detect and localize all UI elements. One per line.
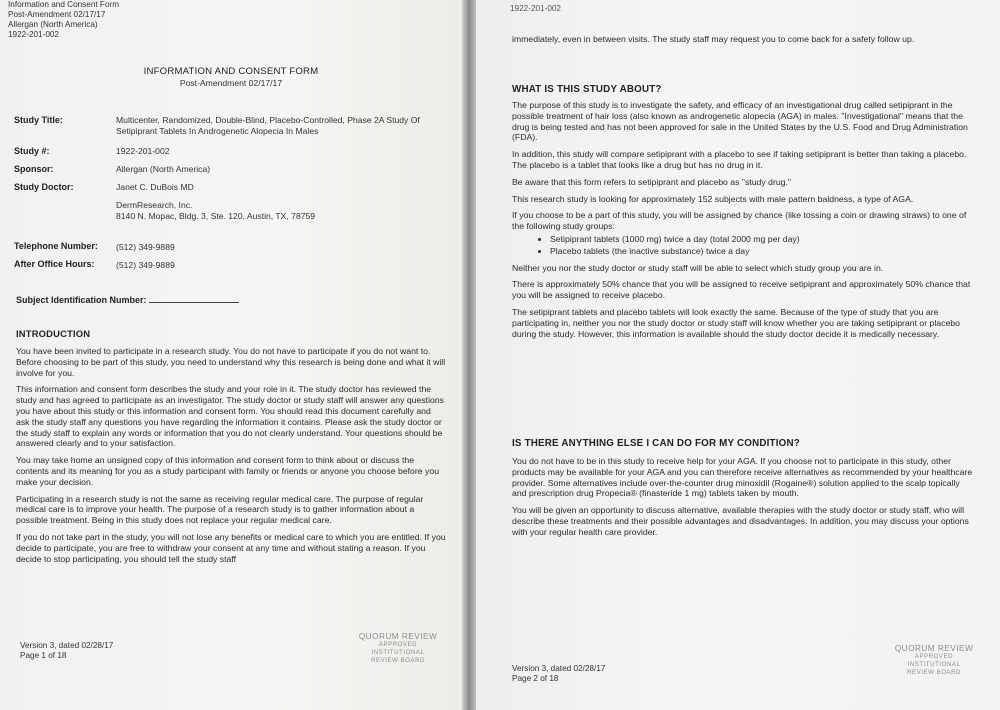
subject-id-label: Subject Identification Number: xyxy=(16,295,147,305)
telephone-value: (512) 349-9889 xyxy=(116,242,175,252)
intro-paragraph: You have been invited to participate in a research study. You do not have to participate if you do not want to. Before choosing to be part of this study, you need to understand why this research is being done and what it will involve for you. xyxy=(16,346,446,378)
form-subtitle: Post-Amendment 02/17/17 xyxy=(179,78,283,88)
group-paragraph: Neither you nor the study doctor or study staff will be able to select which study group you are in. xyxy=(512,262,884,273)
running-header-id: 1922-201-002 xyxy=(510,4,561,13)
footer-page-number: Page 1 of 18 xyxy=(20,651,67,660)
irb-approval-stamp xyxy=(884,644,984,677)
about-paragraph: If you choose to be a part of this study, you will be assigned by chance (like tossing a coin or drawing straws) to one of the following study groups: xyxy=(512,210,967,232)
sponsor-label: Sponsor: xyxy=(14,164,54,174)
stamp-line: APPROVED xyxy=(378,642,418,648)
stamp-title: QUORUM REVIEW xyxy=(358,632,438,641)
stamp-line: REVIEW BOARD xyxy=(907,670,961,676)
about-paragraph: The purpose of this study is to investigate the safety, and efficacy of an investigational drug called setipiprant in the possible treatment of hair loss (also known as androgenetic alopecia (AGA) in males. "Investigational" means that the drug is being tested and has not been approved for sale in the United States by the U.S. Food and Drug Administration (FDA). xyxy=(512,100,968,143)
page-gutter xyxy=(462,0,476,710)
study-title-label: Study Title: xyxy=(14,115,63,125)
study-group-item: • Setipiprant tablets (1000 mg) twice a day (total 2000 mg per day) xyxy=(550,234,974,245)
footer-page-number: Page 2 of 18 xyxy=(512,674,559,683)
intro-paragraph: If you do not take part in the study, you will not lose any benefits or medical care to which you are entitled. If you decide to participate, you are free to withdraw your consent at any time and without stating a reason. If you decide to stop participating, you should tell the study staff xyxy=(16,531,446,564)
form-title: INFORMATION AND CONSENT FORM xyxy=(143,66,319,77)
after-hours-label: After Office Hours: xyxy=(14,259,95,269)
about-paragraph: This research study is looking for approximately 152 subjects with male pattern baldness, a type of AGA. xyxy=(512,193,914,204)
group-paragraph: There is approximately 50% chance that you will be assigned to receive setipiprant and approximately 50% chance that you will be assigned to receive placebo. xyxy=(512,279,971,301)
study-doctor-label: Study Doctor: xyxy=(14,182,74,192)
study-number-label: Study #: xyxy=(14,146,50,156)
header-line: Information and Consent Form xyxy=(8,0,120,9)
condition-paragraph: You do not have to be in this study to receive help for your AGA. If you choose not to participate in this study, other products may be available for your AGA and you can therefore receive alternatives as recommended by your healthcare provider. Some alternatives include over-the-counter drug minoxidil (Rogaine®) solution applied to the scalp topically and prescription drug Propecia® (finasteride 1 mg) tablets taken by mouth. xyxy=(512,456,973,499)
after-hours-value: (512) 349-9889 xyxy=(116,260,175,270)
sponsor-value: Allergan (North America) xyxy=(116,164,211,174)
page-footer xyxy=(20,641,113,661)
study-doctor-value: Janet C. DuBois MD xyxy=(116,182,194,192)
header-line: Post-Amendment 02/17/17 xyxy=(8,10,106,19)
study-about-heading: WHAT IS THIS STUDY ABOUT? xyxy=(512,84,662,95)
stamp-line: APPROVED xyxy=(914,654,954,660)
intro-paragraph: You may take home an unsigned copy of this information and consent form to think about or discuss the contents and its meaning for you as a study participant with family or friends or anyone you choose before you make your decision. xyxy=(16,455,440,487)
irb-approval-stamp xyxy=(350,632,446,665)
consent-form-page-1 xyxy=(0,0,462,710)
page-footer xyxy=(512,664,605,684)
footer-version: Version 3, dated 02/28/17 xyxy=(20,641,114,650)
study-group-item: • Placebo tablets (the inactive substance) twice a day xyxy=(550,246,974,257)
about-paragraph: Be aware that this form refers to setipiprant and placebo as "study drug." xyxy=(512,176,792,187)
address-line-1: DermResearch, Inc. xyxy=(116,200,193,210)
header-line: Allergan (North America) xyxy=(8,20,98,29)
telephone-label: Telephone Number: xyxy=(14,241,98,251)
form-title-block xyxy=(0,66,462,89)
study-title-value: Multicenter, Randomized, Double-Blind, Placebo-Controlled, Phase 2A Study Of Setipiprant Tablets In Androgenetic Alopecia In Males xyxy=(116,115,420,136)
consent-form-page-2 xyxy=(476,0,1000,710)
subject-id-blank-line[interactable] xyxy=(149,294,239,303)
intro-paragraph: Participating in a research study is not the same as receiving regular medical care. The purpose of regular medical care is to improve your health. The purpose of a research study is to gather information about a possible treatment. Being in this study does not replace your regular medical care. xyxy=(16,493,424,526)
condition-heading: IS THERE ANYTHING ELSE I CAN DO FOR MY CONDITION? xyxy=(512,438,800,449)
subject-id-row xyxy=(16,294,239,305)
address-line-2: 8140 N. Mopac, Bldg. 3, Ste. 120, Austin, TX, 78759 xyxy=(116,211,316,221)
condition-paragraph: You will be given an opportunity to discuss alternative, available therapies with the study doctor or study staff, who will describe these treatments and their possible advantages and disadvantages. In addition, you may discuss your options with your regular health care provider. xyxy=(512,505,969,537)
running-header xyxy=(8,0,119,40)
about-paragraph: In addition, this study will compare setipiprant with a placebo to see if taking setipiprant is better than taking a placebo. The placebo is a tablet that looks like a drug but has no drug in it. xyxy=(512,149,967,170)
introduction-heading: INTRODUCTION xyxy=(16,328,91,339)
condition-body xyxy=(512,456,974,544)
study-about-body xyxy=(512,100,974,345)
stamp-title: QUORUM REVIEW xyxy=(894,644,974,653)
footer-version: Version 3, dated 02/28/17 xyxy=(512,664,606,673)
header-line: 1922-201-002 xyxy=(8,30,59,39)
introduction-body xyxy=(16,346,446,570)
stamp-line: INSTITUTIONAL xyxy=(907,662,961,668)
study-groups-list xyxy=(512,234,974,257)
stamp-line: REVIEW BOARD xyxy=(371,658,425,664)
stamp-line: INSTITUTIONAL xyxy=(371,650,425,656)
group-paragraph: The setipiprant tablets and placebo tablets will look exactly the same. Because of the type of study that you are participating in, neither you nor the study doctor or study staff will know whether you are taking setipiprant or placebo during the study. However, this information is available should the study doctor decide it is medically necessary. xyxy=(512,306,960,339)
continuation-text: immediately, even in between visits. The study staff may request you to come back for a safety follow up. xyxy=(512,34,915,44)
study-number-value: 1922-201-002 xyxy=(116,146,170,156)
intro-paragraph: This information and consent form describes the study and your role in it. The study doctor has reviewed the study and has agreed to participate as an investigator. The study doctor or study staff will answer any questions you have about this study or this information and consent form. You should read this document carefully and ask the study staff any questions you have regarding the information it contains. Please ask the study doctor or the study staff to explain any words or information that you do not clearly understand. Your questions should be answered clearly and to your satisfaction. xyxy=(16,384,445,449)
